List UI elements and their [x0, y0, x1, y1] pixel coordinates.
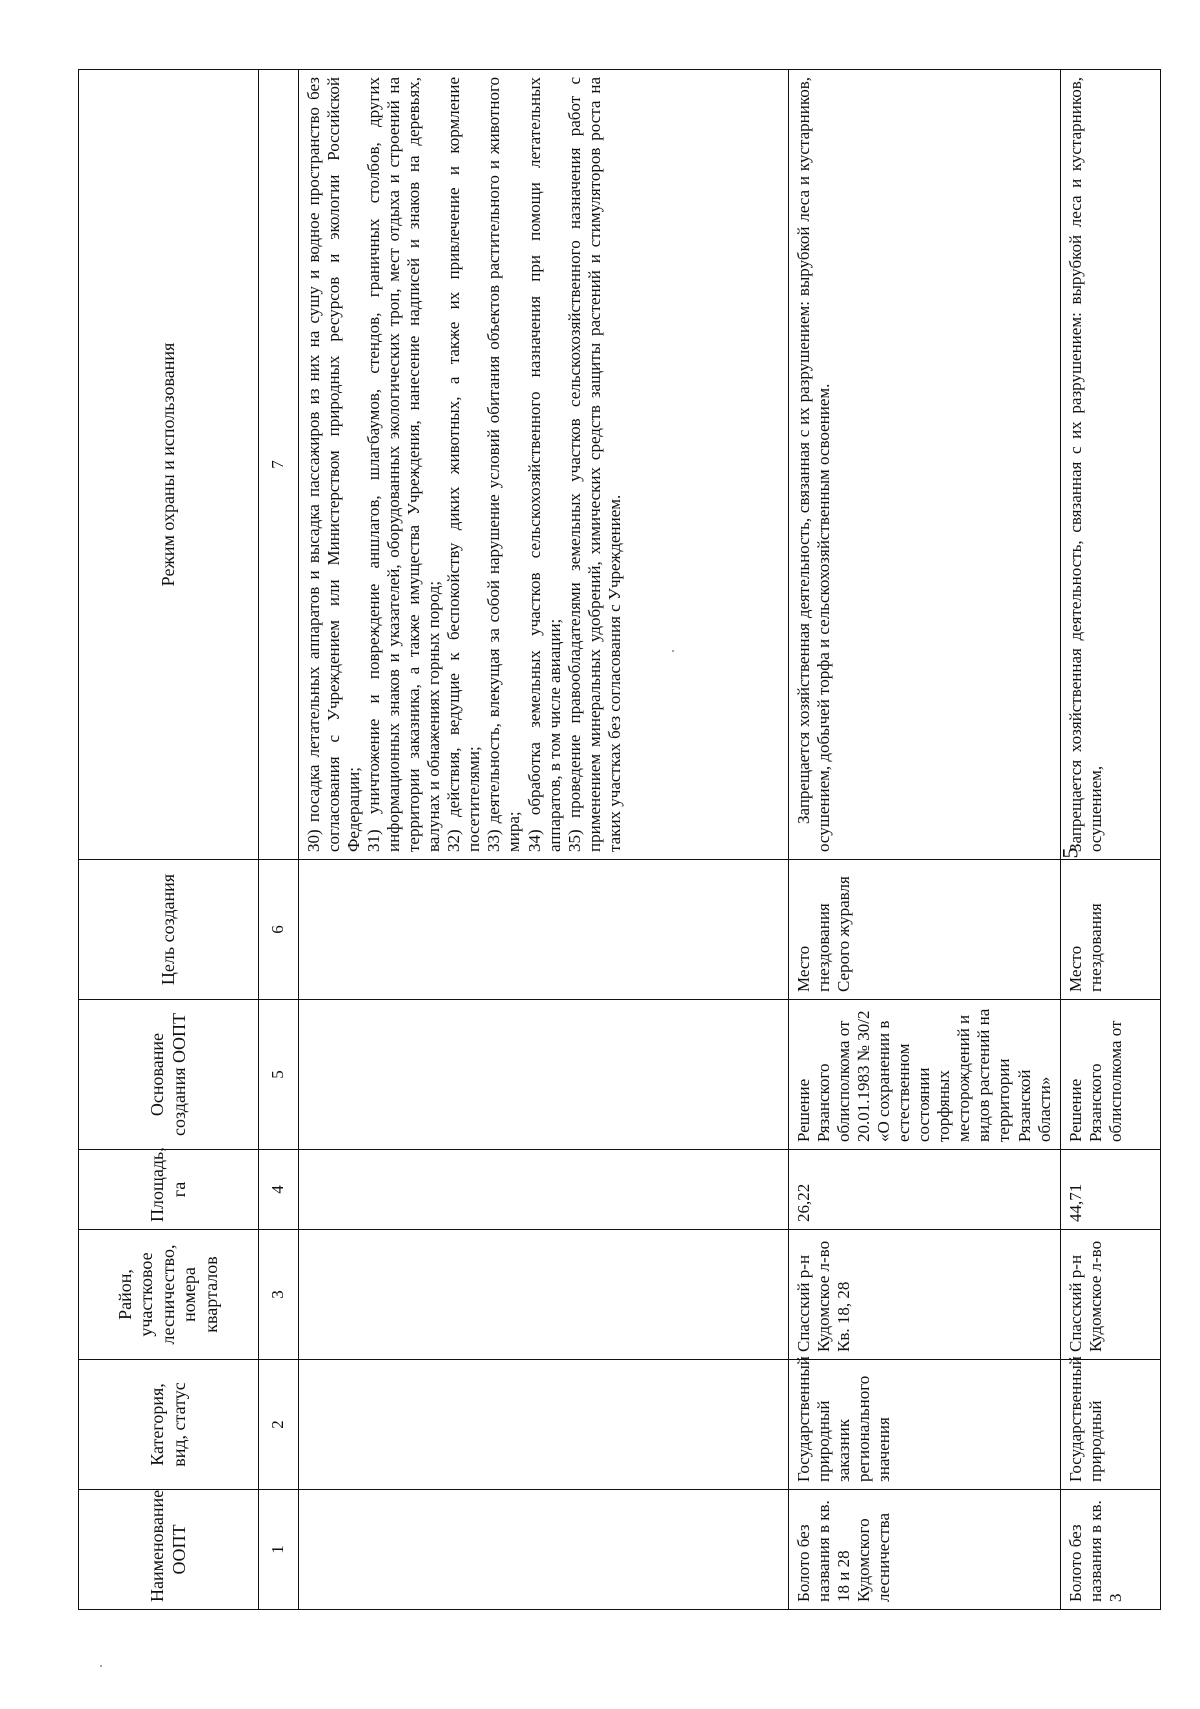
oopt-purpose: Место гнездования: [1060, 860, 1160, 1000]
column-number: 4: [259, 1150, 299, 1230]
oopt-area: 26,22: [789, 1150, 1061, 1230]
table-row: [1060, 70, 1160, 1610]
column-number: 1: [259, 1490, 299, 1610]
regime-item: 30) посадка летательных аппаратов и высадка пассажиров из них на сушу и водное пространство без согласования с Учреждением или Министерством природных ресурсов и экологии Российской Федерации;: [304, 77, 364, 852]
column-number: 7: [259, 70, 299, 860]
header-name: Наименование ООПТ: [79, 1490, 259, 1610]
oopt-location: Спасский р-н Кудомское л-во: [1060, 1230, 1160, 1360]
oopt-purpose: Место гнездования Серого журавля: [789, 860, 1061, 1000]
header-row: [79, 70, 259, 1610]
regime-item: 35) проведение правообладателями земельных участков сельскохозяйственного назначения работ с применением минеральных удобрений, химических средств защиты растений и стимуляторов роста на таких участках без согласования с Учреждением.: [564, 77, 624, 852]
column-number: 2: [259, 1360, 299, 1490]
scan-speck: [100, 1665, 102, 1667]
scan-speck: [672, 650, 674, 652]
oopt-regime: Запрещается хозяйственная деятельность, связанная с их разрушением: вырубкой леса и кустарников, осушением, добычей торфа и сельскохозяйственным освоением.: [789, 70, 1061, 860]
column-number: 5: [259, 1000, 299, 1150]
column-number: 3: [259, 1230, 299, 1360]
column-number-row: [259, 70, 299, 1610]
oopt-basis: Решение Рязанского облисполкома от: [1060, 1000, 1160, 1150]
oopt-location: Спасский р-н Кудомское л-во Кв. 18, 28: [789, 1230, 1061, 1360]
regime-item: 34) обработка земельных участков сельскохозяйственного назначения при помощи летательных аппаратов, в том числе авиации;: [524, 77, 564, 852]
regime-item: 32) действия, ведущие к беспокойству диких животных, а также их привлечение и кормление посетителями;: [444, 77, 484, 852]
oopt-category: Государственный природный: [1060, 1360, 1160, 1490]
oopt-basis: Решение Рязанского облисполкома от 20.01.1983 № 30/2 «О сохранении в естественном состоянии торфяных месторождений и видов растений на территории Рязанской области»: [789, 1000, 1061, 1150]
header-category: Категория, вид, статус: [79, 1360, 259, 1490]
rotated-page: [78, 70, 1125, 1610]
column-number: 6: [259, 860, 299, 1000]
regime-continuation: [299, 70, 789, 860]
oopt-area: 44,71: [1060, 1150, 1160, 1230]
page-number: 5: [1057, 847, 1083, 859]
header-location: Район, участковое лесничество, номера кварталов: [79, 1230, 259, 1360]
regime-item: 31) уничтожение и повреждение аншлагов, шлагбаумов, стендов, граничных столбов, других информационных знаков и указателей, оборудованных экологических троп, мест отдыха и строений на территории заказника, а также имущества Учреждения, нанесение надписей и знаков на деревьях, валунах и обнажениях горных пород;: [364, 77, 444, 852]
header-regime: Режим охраны и использования: [79, 70, 259, 860]
oopt-regime: Запрещается хозяйственная деятельность, связанная с их разрушением: вырубкой леса и кустарников, осушением,: [1060, 70, 1160, 860]
oopt-table: [78, 69, 1161, 1610]
continuation-row: [299, 70, 789, 1610]
regime-item: 33) деятельность, влекущая за собой нарушение условий обитания объектов растительного и животного мира;: [484, 77, 524, 852]
oopt-name: Болото без названия в кв. 18 и 28 Кудомского лесничества: [789, 1490, 1061, 1610]
header-basis: Основание создания ООПТ: [79, 1000, 259, 1150]
header-purpose: Цель создания: [79, 860, 259, 1000]
header-area: Площадь, га: [79, 1150, 259, 1230]
oopt-name: Болото без названия в кв. 3: [1060, 1490, 1160, 1610]
table-row: [789, 70, 1061, 1610]
oopt-category: Государственный природный заказник регионального значения: [789, 1360, 1061, 1490]
